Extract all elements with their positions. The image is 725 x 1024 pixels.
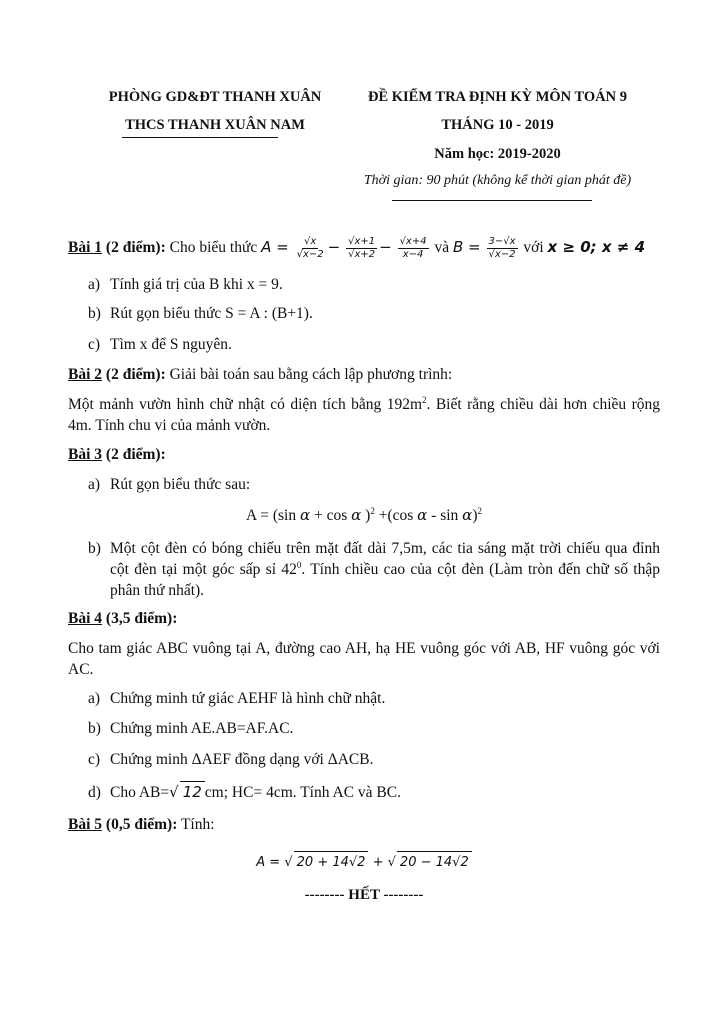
header-left-divider <box>122 137 278 138</box>
bai3-item-a: a) Rút gọn biểu thức sau: <box>88 476 251 493</box>
header-right-divider <box>392 200 592 201</box>
bai5-term1: 20 + 14√2 <box>294 851 369 873</box>
formula-b-label: B = <box>452 238 481 257</box>
bai1-intro: Cho biểu thức <box>169 239 258 257</box>
bai1-item-b: b) Rút gọn biểu thức S = A : (B+1). <box>88 305 313 322</box>
bai1-item-a: a) Tính giá trị của B khi x = 9. <box>88 276 283 293</box>
formula-b: $\frac{3-√x}{√x-2}$ <box>488 236 516 260</box>
bai2-points: (2 điểm): <box>105 366 166 383</box>
bai1-and: và <box>434 239 450 257</box>
end-marker: -------- HẾT -------- <box>304 887 424 903</box>
bai3-title: Bài 3 <box>68 446 103 463</box>
bai4-item-a: a) Chứng minh tứ giác AEHF là hình chữ nhật. <box>88 690 386 707</box>
bai1-item-c: c) Tìm x để S nguyên. <box>88 336 232 353</box>
bai5-term2: 20 − 14√2 <box>397 851 472 873</box>
bai5-title: Bài 5 <box>68 816 103 833</box>
bai4-item-b: b) Chứng minh AE.AB=AF.AC. <box>88 720 294 737</box>
bai4-item-c: c) Chứng minh ΔAEF đồng dạng với ΔACB. <box>88 751 374 768</box>
exam-title: ĐỀ KIỂM TRA ĐỊNH KỲ MÔN TOÁN 9 <box>367 89 628 105</box>
bai1-with: với <box>523 239 544 257</box>
bai4-points: (3,5 điểm): <box>105 610 178 627</box>
school-department: PHÒNG GD&ĐT THANH XUÂN <box>108 89 322 105</box>
bai4-title: Bài 4 <box>68 610 103 627</box>
school-name: THCS THANH XUÂN NAM <box>125 117 305 133</box>
bai4-item-d: d) Cho AB=√ 12 cm; HC= 4cm. Tính AC và BC. <box>88 783 401 801</box>
bai5-intro: Tính: <box>180 816 215 833</box>
bai3-formula: A = (sin α + cos α )$^2$ +(cos α - sin α)$^2$ <box>246 505 482 524</box>
bai1-condition: x ≥ 0; x ≠ 4 <box>547 238 646 257</box>
bai1-points: (2 điểm): <box>105 239 166 257</box>
bai1-statement: Bài 1 (2 điểm): Cho biểu thức A = $\frac{√x}{√x-2}$ − $\frac{√x+1}{√x+2}$ − $\frac{√x+4}{x-4}$ và B = $\frac{3-√x}{√x-2}$ với x ≥ 0; x ≠ 4 <box>68 236 646 260</box>
bai4-body: Cho tam giác ABC vuông tại A, đường cao AH, hạ HE vuông góc với AB, HF vuông góc với AC. <box>68 640 660 678</box>
formula-a-term2: $\frac{√x+1}{√x+2}$ <box>348 236 376 260</box>
bai5-statement <box>68 814 658 835</box>
bai5-formula: A = √ 20 + 14√2 + √ 20 − 14√2 <box>68 851 660 873</box>
bai3-points: (2 điểm): <box>105 446 166 463</box>
bai2-intro: Giải bài toán sau bằng cách lập phương trình: <box>169 366 453 383</box>
bai3-item-b: b) Một cột đèn có bóng chiếu trên mặt đất dài 7,5m, các tia sáng mặt trời chiếu qua đỉnh cột đèn tại một góc sấp sỉ $42^0$. Tính chiều cao của cột đèn (Làm tròn đến chữ số thập phân thứ nhất). <box>88 540 660 599</box>
bai5-points: (0,5 điểm): <box>105 816 178 833</box>
bai4-statement <box>68 608 658 629</box>
exam-month: THÁNG 10 - 2019 <box>441 117 554 133</box>
bai3-statement <box>68 444 658 465</box>
formula-a-term1: $\frac{√x}{√x-2}$ <box>296 236 324 260</box>
exam-duration: Thời gian: 90 phút (không kể thời gian phát đề) <box>363 173 632 188</box>
bai2-title: Bài 2 <box>68 366 103 383</box>
formula-a-label: A = <box>261 238 289 257</box>
school-year: Năm học: 2019-2020 <box>434 146 561 162</box>
bai1-title: Bài 1 <box>68 239 103 257</box>
bai2-statement <box>68 364 658 385</box>
formula-a-term3: $\frac{√x+4}{x-4}$ <box>399 236 427 260</box>
bai2-body: Một mảnh vườn hình chữ nhật có diện tích bằng $192m^2$. Biết rằng chiều dài hơn chiều rộng 4m. Tính chu vi của mảnh vườn. <box>68 394 660 434</box>
